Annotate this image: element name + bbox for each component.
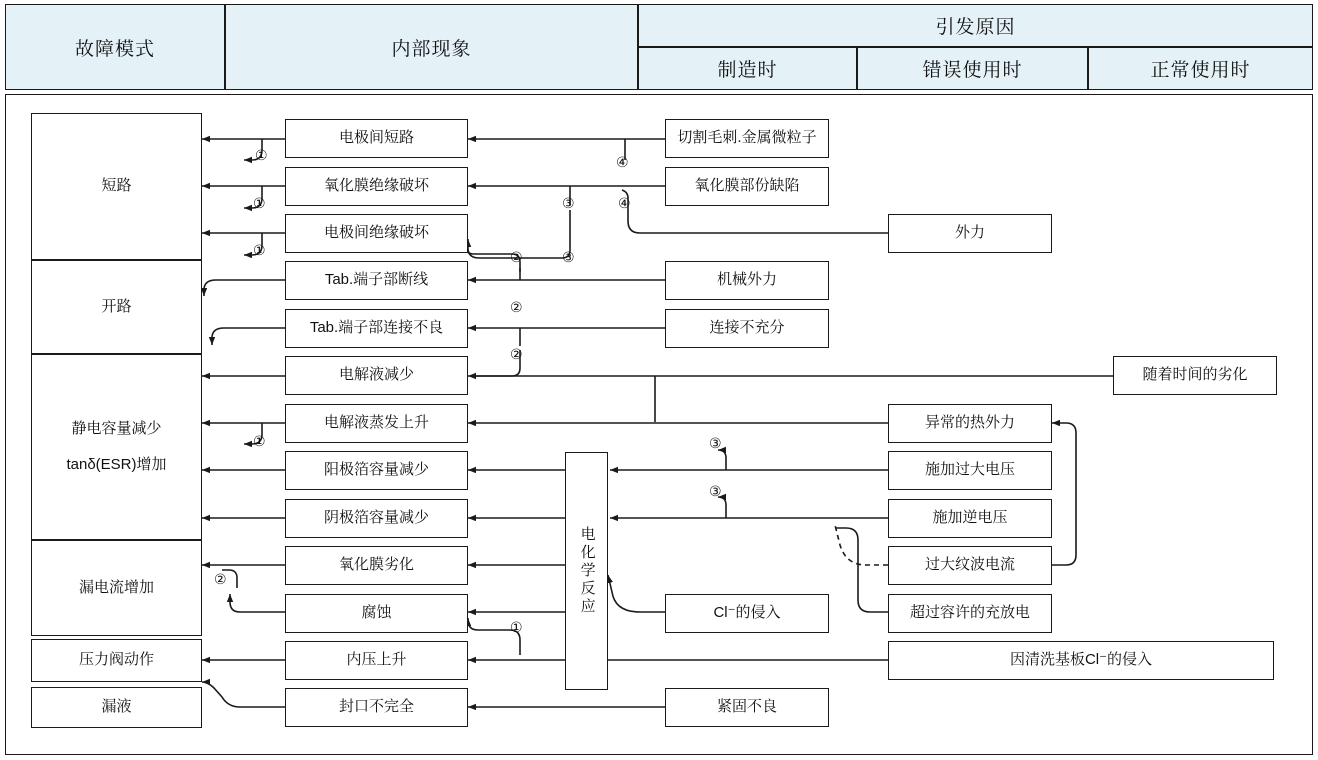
phenomenon-electrode-short[interactable]	[285, 119, 468, 158]
phenomenon-cathode-foil-capacitance-decrease-label: 阴极箔容量减少	[323, 509, 429, 527]
cause-external-force-label: 外力	[954, 224, 985, 242]
marker-1d-label: ①	[253, 433, 266, 449]
failure-mode-capacitance-decrease-label-2: tanδ(ESR)增加	[66, 456, 167, 473]
failure-mode-leakage-current-increase[interactable]	[31, 540, 202, 636]
phenomenon-electrolyte-evaporation[interactable]	[285, 404, 468, 443]
marker-2d	[214, 572, 227, 586]
cause-mechanical-force[interactable]	[665, 261, 829, 300]
cause-mechanical-force-label: 机械外力	[716, 271, 777, 289]
failure-mode-capacitance-decrease-label-1: 静电容量减少	[71, 419, 162, 437]
phenomenon-oxide-film-degradation[interactable]	[285, 546, 468, 585]
marker-2a	[510, 250, 523, 264]
marker-2b-label: ②	[510, 299, 523, 315]
failure-mode-pressure-valve-label: 压力阀动作	[78, 651, 154, 669]
cause-reverse-voltage[interactable]	[888, 499, 1052, 538]
header-cause-misuse-label: 错误使用时	[922, 60, 1023, 81]
marker-1c	[253, 243, 266, 257]
cause-board-cleaning-chloride-intrusion[interactable]	[888, 641, 1274, 680]
failure-mode-pressure-valve[interactable]	[31, 639, 202, 682]
marker-1e-label: ①	[510, 619, 523, 635]
marker-3d-label: ③	[709, 483, 722, 499]
cause-abnormal-thermal-force[interactable]	[888, 404, 1052, 443]
cause-overvoltage-label: 施加过大电压	[924, 461, 1015, 479]
header-cause-manufacturing-label: 制造时	[717, 60, 778, 81]
marker-1a-label: ①	[255, 147, 268, 163]
header-cause-label: 引发原因	[935, 17, 1016, 38]
marker-1b	[253, 196, 266, 210]
header-cause-normal	[1088, 47, 1313, 90]
marker-2d-label: ②	[214, 571, 227, 587]
phenomenon-oxide-film-insulation-breakdown[interactable]	[285, 167, 468, 206]
cause-external-force[interactable]	[888, 214, 1052, 253]
phenomenon-electrolyte-decrease-label: 电解液减少	[338, 366, 414, 384]
failure-mode-leakage-current-increase-label: 漏电流增加	[78, 578, 154, 596]
cause-poor-fastening-label: 紧固不良	[716, 698, 777, 716]
phenomenon-tab-terminal-disconnection-label: Tab.端子部断线	[324, 271, 429, 289]
failure-mode-leakage-label: 漏液	[101, 698, 132, 716]
phenomenon-internal-pressure-rise-label: 内压上升	[346, 651, 407, 669]
phenomenon-oxide-film-degradation-label: 氧化膜劣化	[338, 556, 414, 574]
header-cause-misuse	[857, 47, 1088, 90]
phenomenon-incomplete-sealing-label: 封口不完全	[338, 698, 414, 716]
phenomenon-cathode-foil-capacitance-decrease[interactable]	[285, 499, 468, 538]
cause-excessive-ripple-current-label: 过大纹波电流	[924, 556, 1015, 574]
marker-1b-label: ①	[253, 195, 266, 211]
phenomenon-electrode-insulation-breakdown-label: 电极间绝缘破坏	[323, 224, 429, 242]
failure-mode-short-circuit[interactable]	[31, 113, 202, 260]
failure-mode-leakage[interactable]	[31, 687, 202, 728]
cause-insufficient-connection[interactable]	[665, 309, 829, 348]
marker-1c-label: ①	[253, 242, 266, 258]
cause-chloride-intrusion-label: Cl⁻的侵入	[713, 604, 781, 622]
failure-mode-open-circuit[interactable]	[31, 260, 202, 354]
cause-aging-degradation[interactable]	[1113, 356, 1277, 395]
cause-chloride-intrusion[interactable]	[665, 594, 829, 633]
marker-2a-label: ②	[510, 249, 523, 265]
marker-4a	[616, 155, 629, 169]
cause-poor-fastening[interactable]	[665, 688, 829, 727]
header-cause-normal-label: 正常使用时	[1150, 60, 1251, 81]
phenomenon-anode-foil-capacitance-decrease[interactable]	[285, 451, 468, 490]
marker-1a	[255, 148, 268, 162]
marker-2c	[510, 347, 523, 361]
phenomenon-electrolyte-evaporation-label: 电解液蒸发上升	[323, 414, 429, 432]
marker-3a	[562, 196, 575, 210]
electrochemical-reaction-label: 电化学反应	[578, 526, 596, 616]
marker-3c	[709, 436, 722, 450]
cause-board-cleaning-chloride-intrusion-label: 因清洗基板Cl⁻的侵入	[1009, 651, 1153, 669]
marker-3b	[562, 250, 575, 264]
cause-oxide-film-partial-defect-label: 氧化膜部份缺陷	[694, 177, 800, 195]
cause-excessive-charge-discharge-label: 超过容许的充放电	[909, 604, 1030, 622]
marker-3b-label: ③	[562, 249, 575, 265]
cause-abnormal-thermal-force-label: 异常的热外力	[924, 414, 1015, 432]
phenomenon-corrosion-label: 腐蚀	[361, 604, 392, 622]
cause-excessive-ripple-current[interactable]	[888, 546, 1052, 585]
cause-burr-metal-particles[interactable]	[665, 119, 829, 158]
marker-1e	[510, 620, 523, 634]
cause-reverse-voltage-label: 施加逆电压	[932, 509, 1008, 527]
electrochemical-reaction-box[interactable]	[565, 452, 608, 690]
cause-excessive-charge-discharge[interactable]	[888, 594, 1052, 633]
failure-mode-open-circuit-label: 开路	[101, 297, 132, 315]
header-internal-phenomenon	[225, 4, 638, 90]
header-failure-mode	[5, 4, 225, 90]
phenomenon-internal-pressure-rise[interactable]	[285, 641, 468, 680]
failure-mode-short-circuit-label: 短路	[101, 177, 132, 195]
phenomenon-incomplete-sealing[interactable]	[285, 688, 468, 727]
phenomenon-electrolyte-decrease[interactable]	[285, 356, 468, 395]
phenomenon-anode-foil-capacitance-decrease-label: 阳极箔容量减少	[323, 461, 429, 479]
marker-3d	[709, 484, 722, 498]
header-cause	[638, 4, 1313, 47]
phenomenon-tab-terminal-poor-connection-label: Tab.端子部连接不良	[309, 319, 444, 337]
marker-2b	[510, 300, 523, 314]
header-failure-mode-label: 故障模式	[74, 38, 155, 60]
failure-mode-capacitance-decrease[interactable]	[31, 354, 202, 540]
cause-oxide-film-partial-defect[interactable]	[665, 167, 829, 206]
marker-1d	[253, 434, 266, 448]
marker-2c-label: ②	[510, 346, 523, 362]
phenomenon-electrode-short-label: 电极间短路	[338, 129, 414, 147]
header-cause-manufacturing	[638, 47, 857, 90]
cause-insufficient-connection-label: 连接不充分	[709, 319, 785, 337]
marker-4a-label: ④	[616, 154, 629, 170]
phenomenon-oxide-film-insulation-breakdown-label: 氧化膜绝缘破坏	[323, 177, 429, 195]
phenomenon-corrosion[interactable]	[285, 594, 468, 633]
marker-4b	[618, 196, 631, 210]
cause-burr-metal-particles-label: 切割毛刺.金属微粒子	[677, 129, 817, 147]
phenomenon-tab-terminal-disconnection[interactable]	[285, 261, 468, 300]
marker-4b-label: ④	[618, 195, 631, 211]
cause-overvoltage[interactable]	[888, 451, 1052, 490]
phenomenon-electrode-insulation-breakdown[interactable]	[285, 214, 468, 253]
marker-3c-label: ③	[709, 435, 722, 451]
marker-3a-label: ③	[562, 195, 575, 211]
phenomenon-tab-terminal-poor-connection[interactable]	[285, 309, 468, 348]
header-internal-phenomenon-label: 内部现象	[391, 38, 472, 60]
cause-aging-degradation-label: 随着时间的劣化	[1142, 366, 1248, 384]
